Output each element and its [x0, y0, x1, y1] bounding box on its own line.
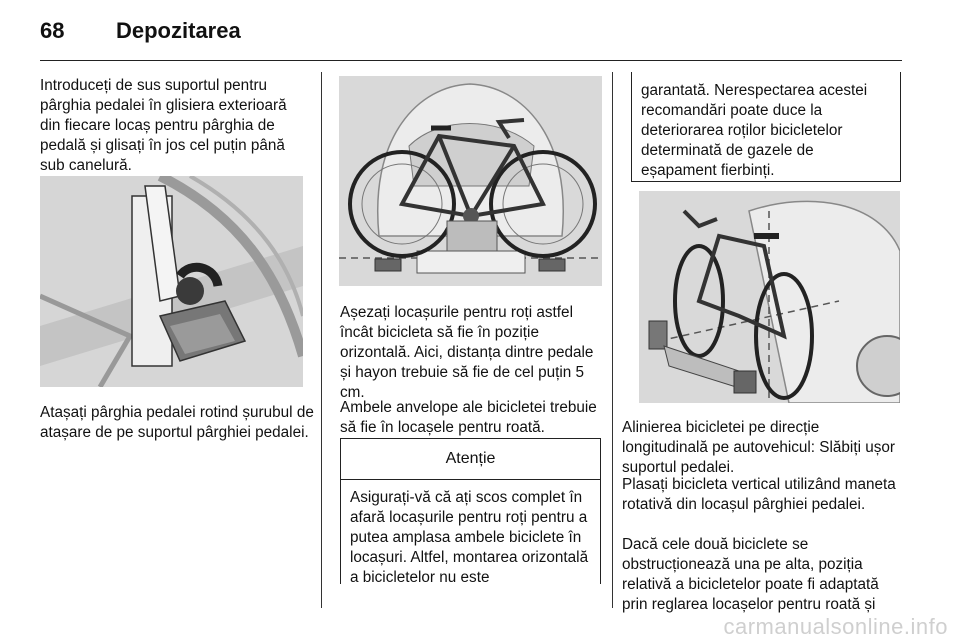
warning-text: garantată. Nerespectarea acestei recomandări poate duce la deteriorarea roților bicicletelor determinată de gazele de eșapament fierbinți. [641, 82, 868, 179]
warning-box [340, 438, 601, 584]
instruction-paragraph: Așezați locașurile pentru roți astfel încât bicicleta să fie în poziție orizontală. Aici, distanța dintre pedale și hayon trebuie să fie de cel puțin 5 cm. [340, 304, 594, 401]
page-number: 68 [40, 18, 65, 43]
warning-text: Asigurați-vă că ați scos complet în afară locașurile pentru roți pentru a putea amplasa ambele biciclete în locașuri. Altfel, montarea orizontală a bicicletelor nu este [350, 489, 589, 586]
instruction-paragraph: Dacă cele două biciclete se obstrucționează una pe alta, poziția relativă a bicicletelor poate fi adaptată prin reglarea locașelor pentru roată și [622, 536, 879, 613]
instruction-paragraph: Plasați bicicleta vertical utilizând maneta rotativă din locașul pârghiei pedalei. [622, 476, 896, 513]
header-rule [40, 60, 902, 61]
instruction-paragraph: Alinierea bicicletei pe direcție longitudinală pe autovehicul: Slăbiți ușor suportul pedalei. [622, 419, 895, 476]
pedal-holder-illustration [40, 176, 303, 387]
instruction-paragraph: Atașați pârghia pedalei rotind șurubul de atașare de pe suportul pârghiei pedalei. [40, 404, 314, 441]
instruction-paragraph: Ambele anvelope ale bicicletei trebuie să fie în locașele pentru roată. [340, 399, 597, 436]
column-separator [612, 72, 613, 608]
horizontal-bicycle-illustration [339, 76, 602, 286]
column-separator [321, 72, 322, 608]
warning-box-continued [631, 72, 901, 182]
warning-title: Atenție [341, 439, 600, 480]
watermark: carmanualsonline.info [723, 614, 948, 639]
instruction-paragraph: Introduceți de sus suportul pentru pârghia pedalei în glisiera exterioară din fiecare locaș pentru pârghia de pedală și glisați în jos cel puțin până sub canelură. [40, 77, 287, 174]
section-title: Depozitarea [116, 18, 241, 43]
vertical-bicycle-alignment-illustration [639, 191, 900, 403]
